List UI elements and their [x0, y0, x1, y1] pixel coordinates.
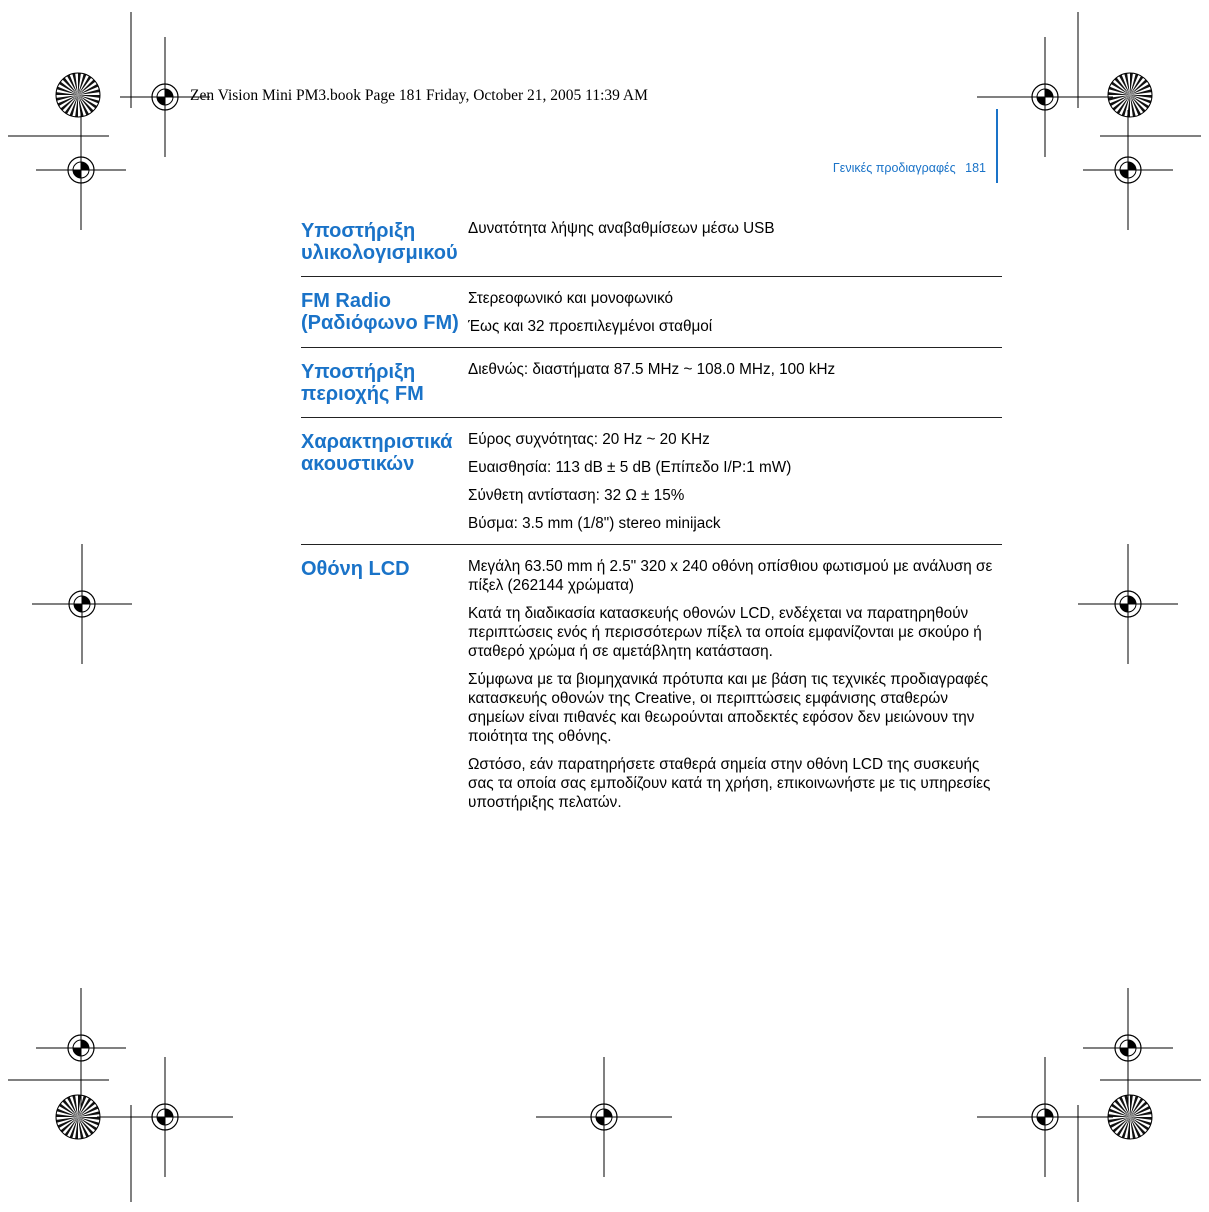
running-head-title: Γενικές προδιαγραφές [832, 161, 956, 175]
spec-row-firmware [301, 219, 1002, 277]
spec-value: Στερεοφωνικό και μονοφωνικό [468, 290, 674, 307]
spec-value: Εύρος συχνότητας: 20 Hz ~ 20 KHz [468, 431, 710, 448]
spec-value: Σύνθετη αντίσταση: 32 Ω ± 15% [468, 487, 685, 504]
registration-sunburst [1108, 73, 1152, 117]
spec-value: Βύσμα: 3.5 mm (1/8") stereo minijack [468, 515, 721, 532]
page-number: 181 [965, 161, 986, 175]
running-head-rule [996, 109, 998, 183]
spec-values [468, 360, 1002, 408]
spec-row-fm-radio [301, 289, 1002, 348]
spec-value: Κατά τη διαδικασία κατασκευής οθονών LCD, ενδέχεται να παρατηρηθούν περιπτώσεις ενός ή περισσότερων πίξελ τα οποία εμφανίζονται με σκούρο ή σταθερό χρώμα ή σε αμετάβλητη κατάσταση. [468, 605, 982, 660]
spec-value: Ευαισθησία: 113 dB ± 5 dB (Επίπεδο I/P:1 mW) [468, 459, 792, 476]
spec-label: FM Radio (Ραδιόφωνο FM) [301, 290, 459, 334]
spec-values [468, 557, 1002, 814]
registration-sunburst [1108, 1095, 1152, 1139]
spec-value: Ωστόσο, εάν παρατηρήσετε σταθερά σημεία στην οθόνη LCD της συσκευής σας τα οποία σας εμποδίζουν κατά τη χρήση, επικοινωνήστε με τις υπηρεσίες υποστήριξης πελατών. [468, 756, 991, 811]
spec-values [468, 430, 1002, 535]
spec-value: Δυνατότητα λήψης αναβαθμίσεων μέσω USB [468, 220, 775, 237]
spec-value: Μεγάλη 63.50 mm ή 2.5" 320 x 240 οθόνη οπίσθιου φωτισμού με ανάλυση σε πίξελ (262144 χρώματα) [468, 558, 993, 594]
book-header: Zen Vision Mini PM3.book Page 181 Friday, October 21, 2005 11:39 AM [190, 87, 648, 104]
spec-row-fm-region [301, 360, 1002, 418]
spec-label: Υποστήριξη περιοχής FM [301, 361, 424, 405]
registration-sunburst [56, 73, 100, 117]
spec-table [301, 219, 1002, 835]
spec-row-headphones [301, 430, 1002, 545]
spec-row-lcd [301, 557, 1002, 823]
spec-value: Σύμφωνα με τα βιομηχανικά πρότυπα και με βάση τις τεχνικές προδιαγραφές κατασκευής οθονών της Creative, οι περιπτώσεις εμφάνισης σταθερών σημείων είναι πιθανές και θεωρούνται αποδεκτές εφόσον δεν μειώνουν την ποιότητα της οθόνης. [468, 671, 989, 745]
spec-label: Οθόνη LCD [301, 558, 410, 580]
registration-sunburst [56, 1095, 100, 1139]
spec-values [468, 289, 1002, 338]
running-head [827, 161, 986, 175]
spec-label: Υποστήριξη υλικολογισμικού [301, 220, 458, 264]
spec-value: Διεθνώς: διαστήματα 87.5 MHz ~ 108.0 MHz, 100 kHz [468, 361, 836, 378]
spec-value: Έως και 32 προεπιλεγμένοι σταθμοί [468, 318, 713, 335]
spec-values [468, 219, 1002, 267]
spec-label: Χαρακτηριστικά ακουστικών [301, 431, 453, 475]
